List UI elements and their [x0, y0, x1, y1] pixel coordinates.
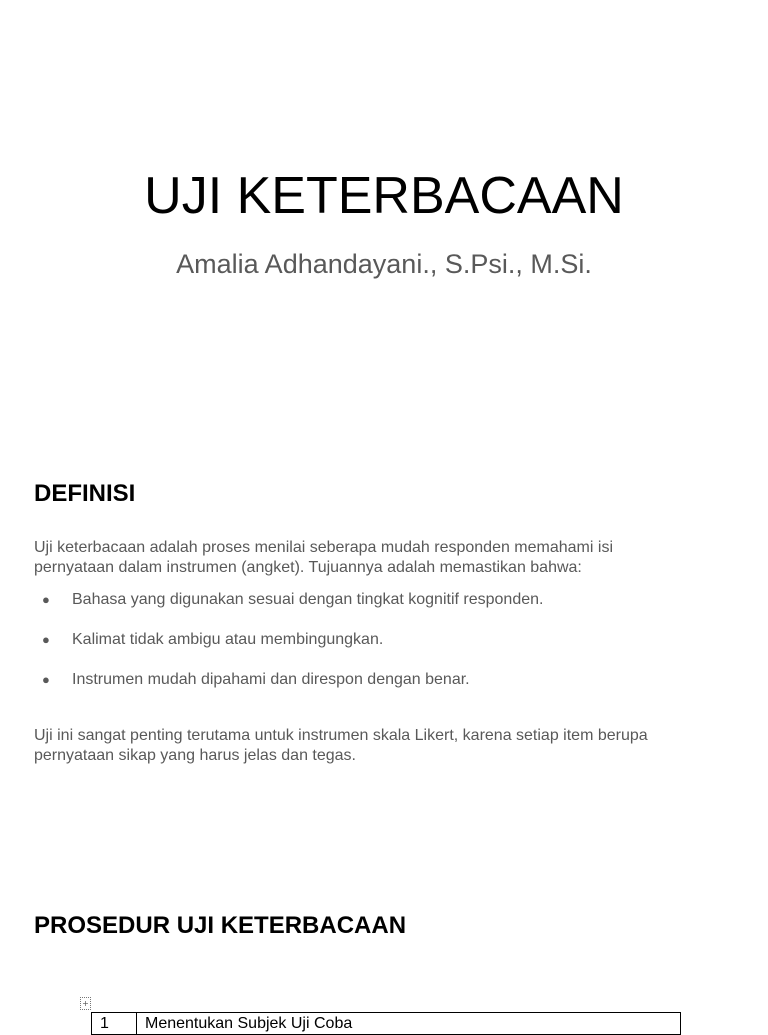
- definisi-intro-paragraph: [34, 538, 734, 578]
- definisi-closing-line-2: pernyataan sikap yang harus jelas dan tegas.: [34, 747, 356, 764]
- author-name: Amalia Adhandayani., S.Psi., M.Si.: [176, 249, 592, 279]
- definisi-heading: DEFINISI: [34, 480, 136, 507]
- table-cell-step: Menentukan Subjek Uji Coba: [137, 1013, 681, 1035]
- document-title: UJI KETERBACAAN: [144, 167, 624, 225]
- definisi-intro-line-1: Uji keterbacaan adalah proses menilai seberapa mudah responden memahami isi: [34, 539, 613, 556]
- table-move-handle-icon[interactable]: +: [80, 997, 91, 1010]
- bullet-dot-icon: ●: [42, 632, 50, 647]
- table-cell-number: 1: [92, 1013, 137, 1035]
- bullet-text: Bahasa yang digunakan sesuai dengan tingkat kognitif responden.: [72, 591, 544, 608]
- definisi-intro-line-2: pernyataan dalam instrumen (angket). Tujuannya adalah memastikan bahwa:: [34, 559, 582, 576]
- list-item: [34, 630, 734, 670]
- list-item: [34, 670, 734, 710]
- definisi-bullet-list: [34, 590, 734, 710]
- bullet-dot-icon: ●: [42, 672, 50, 687]
- bullet-text: Instrumen mudah dipahami dan direspon dengan benar.: [72, 671, 470, 688]
- bullet-dot-icon: ●: [42, 592, 50, 607]
- definisi-closing-paragraph: [34, 726, 734, 766]
- prosedur-heading: PROSEDUR UJI KETERBACAAN: [34, 912, 407, 939]
- definisi-closing-line-1: Uji ini sangat penting terutama untuk instrumen skala Likert, karena setiap item berupa: [34, 727, 648, 744]
- list-item: [34, 590, 734, 630]
- bullet-text: Kalimat tidak ambigu atau membingungkan.: [72, 631, 384, 648]
